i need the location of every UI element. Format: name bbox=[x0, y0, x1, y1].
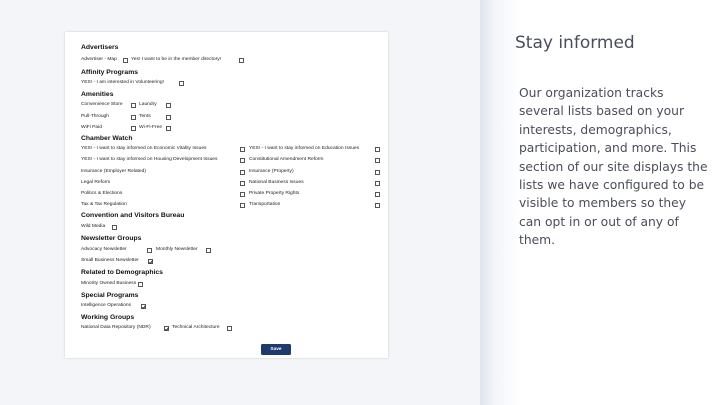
option-label-wifi-free: Wi-Fi-Free bbox=[139, 125, 163, 130]
option-label-small-business-newsletter: Small Business Newsletter bbox=[81, 258, 139, 263]
heading-special-programs: Special Programs bbox=[81, 292, 139, 299]
option-label-monthly-newsletter: Monthly Newsletter bbox=[156, 247, 198, 252]
checkbox-minority-owned-business[interactable] bbox=[138, 282, 143, 287]
option-label-technical-architecture: Technical Architecture bbox=[172, 325, 220, 330]
panel-description: Our organization tracks several lists based on your interests, demographics, participation, and more. This section of our site displays the lists we have configured to be visible to members so they can opt in or out of any of them. bbox=[519, 86, 708, 248]
option-label-national-business: National Business Issues bbox=[249, 180, 304, 185]
checkbox-transportation[interactable] bbox=[375, 203, 380, 208]
checkbox-small-business-newsletter[interactable] bbox=[148, 259, 153, 264]
heading-chamber-watch: Chamber Watch bbox=[81, 135, 133, 142]
heading-newsletter-groups: Newsletter Groups bbox=[81, 235, 142, 242]
option-label-transportation: Transportation bbox=[249, 202, 281, 207]
checkbox-wild-media[interactable] bbox=[112, 225, 117, 230]
checkbox-advocacy-newsletter[interactable] bbox=[147, 248, 152, 253]
option-label-insurance-property: Insurance (Property) bbox=[249, 169, 294, 174]
heading-working-groups: Working Groups bbox=[81, 314, 135, 321]
option-label-constitutional-amendment: Constitutional Amendment Reform bbox=[249, 157, 324, 162]
checkbox-politics-elections[interactable] bbox=[240, 192, 245, 197]
checkbox-monthly-newsletter[interactable] bbox=[206, 248, 211, 253]
heading-related-to-demographics: Related to Demographics bbox=[81, 269, 163, 276]
checkbox-wifi-free[interactable] bbox=[166, 126, 171, 131]
option-label-tents: Tents bbox=[139, 114, 151, 119]
checkbox-insurance-property[interactable] bbox=[375, 170, 380, 175]
option-label-member-directory: Yes! I want to be in the member directory! bbox=[131, 57, 222, 62]
checkbox-insurance-employer[interactable] bbox=[240, 170, 245, 175]
option-label-insurance-employer: Insurance (Employer Related) bbox=[81, 169, 146, 174]
option-label-minority-owned-business: Minority Owned Business bbox=[81, 281, 137, 286]
checkbox-constitutional-amendment[interactable] bbox=[375, 158, 380, 163]
option-label-tax-regulation: Tax & Tax Regulation bbox=[81, 202, 127, 207]
option-label-advertiser-map: Advertiser - Map bbox=[81, 57, 117, 62]
option-label-private-property: Private Property Rights bbox=[249, 191, 300, 196]
option-label-economic-vitality: YES! - I want to stay informed on Economic Vitality Issues bbox=[81, 146, 207, 151]
option-label-intelligence-operations: Intelligence Operations bbox=[81, 303, 132, 308]
checkbox-volunteering[interactable] bbox=[179, 81, 184, 86]
option-label-legal-reform: Legal Reform bbox=[81, 180, 111, 185]
checkbox-advertiser-map[interactable] bbox=[123, 58, 128, 63]
checkbox-national-business[interactable] bbox=[375, 181, 380, 186]
panel-title: Stay informed bbox=[515, 33, 635, 53]
checkbox-member-directory[interactable] bbox=[239, 58, 244, 63]
checkbox-tax-regulation[interactable] bbox=[240, 203, 245, 208]
checkbox-private-property[interactable] bbox=[375, 192, 380, 197]
checkbox-convenience-store[interactable] bbox=[131, 103, 136, 108]
checkbox-pull-through[interactable] bbox=[131, 115, 136, 120]
checkbox-laundry[interactable] bbox=[166, 103, 171, 108]
heading-affinity-programs: Affinity Programs bbox=[81, 69, 139, 76]
option-label-laundry: Laundry bbox=[139, 102, 157, 107]
option-label-convenience-store: Convenience Store bbox=[81, 102, 123, 107]
option-label-wifi-paid: WiFi Paid bbox=[81, 125, 102, 130]
checkbox-national-data-repository[interactable] bbox=[164, 326, 169, 331]
option-label-volunteering: YES! - I am interested in Volunteering! bbox=[81, 80, 164, 85]
checkbox-intelligence-operations[interactable] bbox=[141, 304, 146, 309]
option-label-wild-media: Wild Media bbox=[81, 224, 106, 229]
checkbox-economic-vitality[interactable] bbox=[240, 147, 245, 152]
checkbox-technical-architecture[interactable] bbox=[227, 326, 232, 331]
option-label-pull-through: Pull-Through bbox=[81, 114, 109, 119]
checkbox-legal-reform[interactable] bbox=[240, 181, 245, 186]
checkbox-wifi-paid[interactable] bbox=[131, 126, 136, 131]
option-label-politics-elections: Politics & Elections bbox=[81, 191, 123, 196]
option-label-advocacy-newsletter: Advocacy Newsletter bbox=[81, 247, 127, 252]
option-label-education-issues: YES! - I want to stay informed on Education Issues bbox=[249, 146, 360, 151]
heading-amenities: Amenities bbox=[81, 91, 114, 98]
checkbox-education-issues[interactable] bbox=[375, 147, 380, 152]
heading-convention-visitors-bureau: Convention and Visitors Bureau bbox=[81, 212, 185, 219]
save-button[interactable]: Save bbox=[261, 344, 291, 355]
checkbox-housing-development[interactable] bbox=[240, 158, 245, 163]
heading-advertisers: Advertisers bbox=[81, 44, 119, 51]
checkbox-tents[interactable] bbox=[166, 115, 171, 120]
option-label-national-data-repository: National Data Repository (NDR) bbox=[81, 325, 151, 330]
option-label-housing-development: YES! - I want to stay informed on Housing Development Issues bbox=[81, 157, 218, 162]
